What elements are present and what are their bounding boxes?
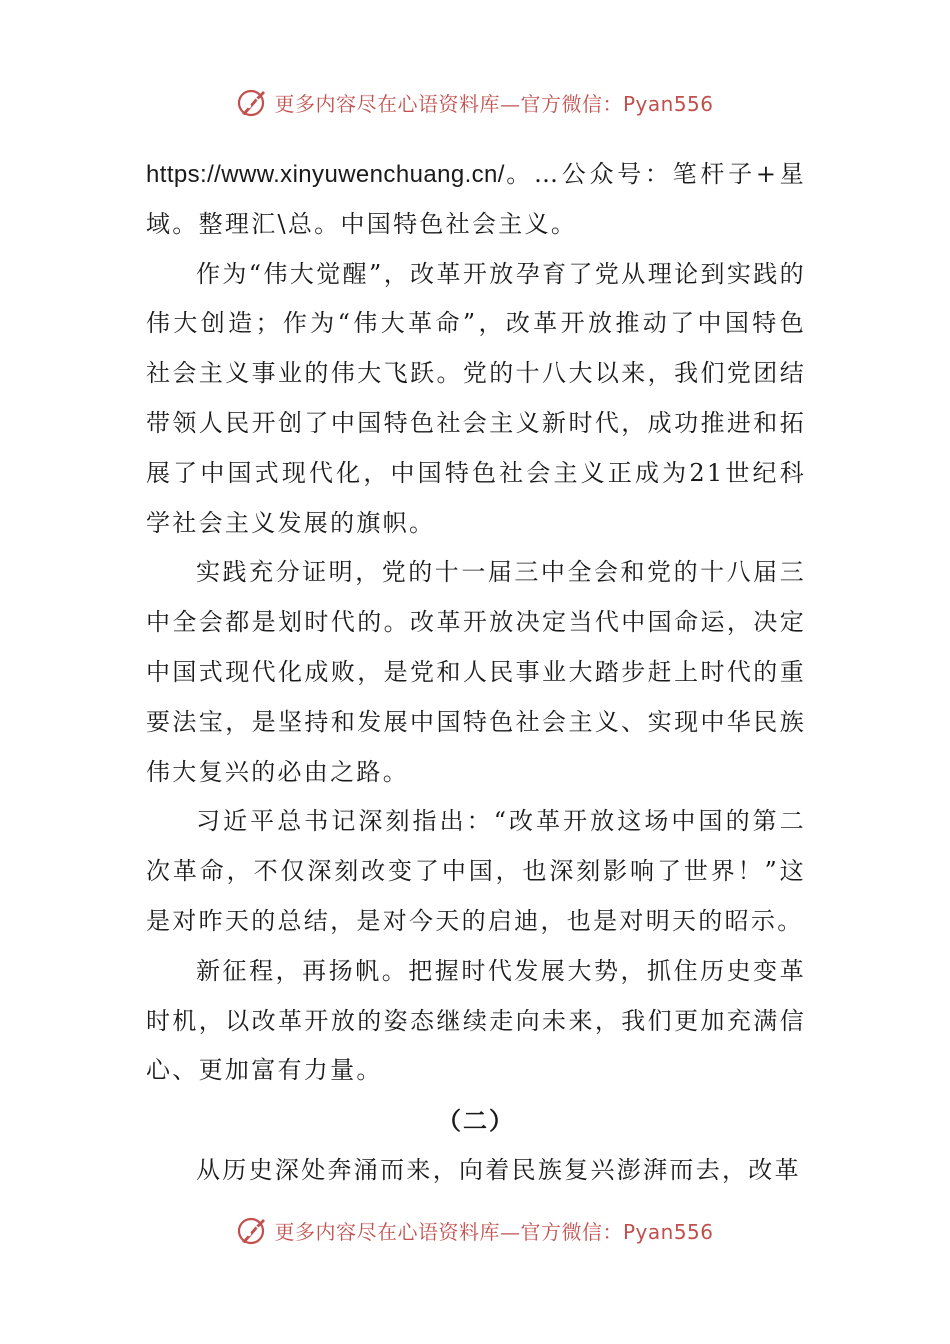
header-banner-text: 更多内容尽在心语资料库—官方微信：Pyan556 [274, 91, 714, 116]
header-banner-account: Pyan556 [622, 91, 714, 116]
header-banner [0, 82, 950, 122]
source-url: https://www.xinyuwenchuang.cn/ [146, 161, 505, 188]
pen-nib-logo-icon [236, 1213, 270, 1247]
document-body [146, 150, 806, 1196]
paragraph-4: 习近平总书记深刻指出：“改革开放这场中国的第二次革命，不仅深刻改变了中国，也深刻影响了世界！”这是对昨天的总结，是对今天的启迪，也是对明天的昭示。 [146, 807, 806, 935]
footer-banner-text: 更多内容尽在心语资料库—官方微信：Pyan556 [274, 1219, 714, 1244]
footer-banner [0, 1210, 950, 1250]
paragraph-1 [146, 150, 806, 250]
paragraph-2: 作为“伟大觉醒”，改革开放孕育了党从理论到实践的伟大创造；作为“伟大革命”，改革开放推动了中国特色社会主义事业的伟大飞跃。党的十八大以来，我们党团结带领人民开创了中国特色社会主义新时代，成功推进和拓展了中国式现代化，中国特色社会主义正成为21世纪科学社会主义发展的旗帜。 [146, 259, 806, 537]
paragraph-6: 从历史深处奔涌而来，向着民族复兴澎湃而去，改革 [196, 1155, 801, 1184]
footer-banner-account: Pyan556 [622, 1219, 714, 1244]
paragraph-1-text: 。…公众号：笔杆子+星域。整理汇\总。中国特色社会主义。 [146, 160, 806, 238]
pen-nib-logo-icon [236, 85, 270, 119]
section-heading: （二） [437, 1106, 515, 1136]
paragraph-5: 新征程，再扬帆。把握时代发展大势，抓住历史变革时机，以改革开放的姿态继续走向未来，我们更加充满信心、更加富有力量。 [146, 956, 806, 1085]
paragraph-3: 实践充分证明，党的十一届三中全会和党的十八届三中全会都是划时代的。改革开放决定当代中国命运，决定中国式现代化成败，是党和人民事业大踏步赶上时代的重要法宝，是坚持和发展中国特色社会主义、实现中华民族伟大复兴的必由之路。 [146, 558, 806, 786]
